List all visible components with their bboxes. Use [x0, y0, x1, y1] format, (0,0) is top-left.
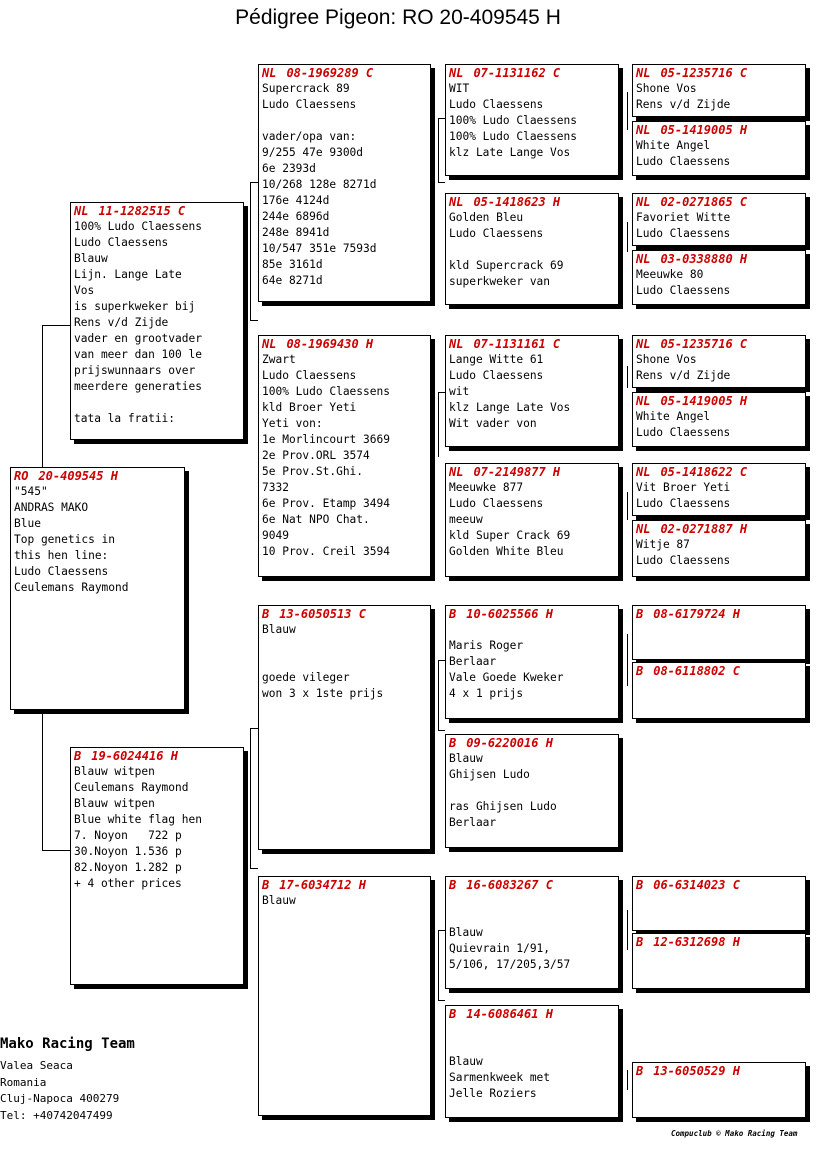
info-line: Ghijsen Ludo — [449, 768, 530, 781]
info-line — [449, 783, 615, 799]
connector-line — [438, 118, 445, 119]
info-line: Blauw — [262, 623, 296, 636]
info-line: Vit Broer Yeti — [636, 481, 731, 494]
country-code: NL — [636, 66, 651, 80]
info-line: prijswunnaars over — [74, 364, 196, 377]
info-line: White Angel — [636, 410, 711, 423]
info-line: 7332 — [262, 481, 289, 494]
info-line: Ludo Claessens — [636, 284, 731, 297]
country-code: NL — [262, 66, 277, 80]
ring-number: 05-1235716 C — [660, 66, 748, 80]
connector-line — [250, 868, 258, 869]
info-line: Berlaar — [449, 655, 497, 668]
info-line: 9/255 47e 9300d — [262, 146, 364, 159]
info-line: Ludo Claessens — [636, 426, 731, 439]
country-code: B — [449, 736, 457, 750]
mmf-card[interactable] — [445, 876, 619, 989]
info-line: Ludo Claessens — [14, 565, 109, 578]
info-line: Shone Vos — [636, 82, 697, 95]
connector-line — [42, 325, 43, 470]
ggp-card-13[interactable] — [632, 876, 806, 931]
mff-card[interactable] — [445, 605, 619, 719]
info-line: Rens v/d Zijde — [74, 316, 169, 329]
father-mother-card[interactable] — [258, 335, 431, 577]
info-line: klz Lange Late Vos — [449, 401, 571, 414]
country-code: NL — [449, 337, 464, 351]
mother-mother-card[interactable] — [258, 876, 431, 1116]
info-line — [262, 654, 427, 670]
info-line: 6e Nat NPO Chat. — [262, 513, 370, 526]
father-father-card[interactable] — [258, 64, 431, 302]
info-line: Ludo Claessens — [636, 227, 731, 240]
ggp-card-8[interactable] — [632, 520, 806, 577]
ggp-card-2[interactable] — [632, 121, 806, 176]
info-line: 248e 8941d — [262, 226, 330, 239]
info-line: Maris Roger — [449, 639, 524, 652]
ring-number: 06-6314023 C — [653, 878, 740, 892]
phone-line: Tel: +40742047499 — [0, 1108, 113, 1122]
country-code: NL — [449, 195, 464, 209]
connector-line — [250, 728, 251, 868]
info-line: Ludo Claessens — [262, 369, 357, 382]
connector-line — [250, 728, 258, 729]
country-code: B — [636, 935, 644, 949]
country-code: NL — [262, 337, 277, 351]
connector-line — [250, 320, 258, 321]
ring-number: 08-6118802 C — [653, 664, 740, 678]
info-line: is superkweker bij — [74, 300, 196, 313]
info-line: Lijn. Lange Late — [74, 268, 182, 281]
info-line: Ludo Claessens — [449, 369, 544, 382]
info-line: 6e 2393d — [262, 162, 316, 175]
connector-line — [438, 730, 445, 731]
ring-number: 14-6086461 H — [466, 1007, 553, 1021]
connector-line — [250, 182, 251, 320]
info-line: Blauw — [449, 926, 483, 939]
info-line — [449, 622, 615, 638]
ring-number: 16-6083267 C — [466, 878, 553, 892]
info-line — [449, 1038, 615, 1054]
info-line: WIT — [449, 82, 470, 95]
ggp-card-4[interactable] — [632, 250, 806, 305]
info-line — [449, 893, 615, 909]
ring-number: 05-1418623 H — [473, 195, 561, 209]
info-line: 9049 — [262, 529, 289, 542]
team-name: Mako Racing Team — [0, 1036, 135, 1052]
info-line: Blauw — [449, 1055, 483, 1068]
info-line: Blauw — [449, 752, 483, 765]
connector-line — [250, 182, 258, 183]
info-line: 30.Noyon 1.536 p — [74, 845, 182, 858]
ring-number: 07-2149877 H — [473, 465, 561, 479]
country-code: B — [636, 878, 644, 892]
info-line: Meeuwke 80 — [636, 268, 704, 281]
info-line: 6e Prov. Etamp 3494 — [262, 497, 390, 510]
info-line: 176e 4124d — [262, 194, 330, 207]
info-line: kld Supercrack 69 — [449, 259, 564, 272]
ring-number: 02-0271865 C — [660, 195, 748, 209]
info-line: Ludo Claessens — [449, 227, 544, 240]
connector-line — [438, 660, 439, 730]
ring-number: 05-1419005 H — [660, 123, 748, 137]
ring-number: 08-6179724 H — [653, 607, 740, 621]
connector-line — [42, 712, 43, 850]
ring-number: 05-1419005 H — [660, 394, 748, 408]
ring-number: 02-0271887 H — [660, 522, 748, 536]
info-line — [74, 395, 240, 411]
info-line: 244e 6896d — [262, 210, 330, 223]
info-line — [262, 638, 427, 654]
info-line: 85e 3161d — [262, 258, 323, 271]
ring-number: 05-1235716 C — [660, 337, 748, 351]
info-line: Ludo Claessens — [449, 98, 544, 111]
info-line: Zwart — [262, 353, 296, 366]
info-line: Rens v/d Zijde — [636, 98, 731, 111]
ring-number: 08-1969289 C — [286, 66, 374, 80]
ring-number: 07-1131162 C — [473, 66, 561, 80]
info-line: 100% Ludo Claessens — [449, 114, 577, 127]
father-card[interactable] — [70, 202, 244, 440]
mmm-card[interactable] — [445, 1005, 619, 1118]
fmm-card[interactable] — [445, 463, 619, 577]
info-line: Lange Witte 61 — [449, 353, 544, 366]
country-code: NL — [636, 252, 651, 266]
subject-card[interactable] — [10, 467, 185, 710]
country-code: B — [449, 1007, 457, 1021]
ggp-card-1[interactable] — [632, 64, 806, 117]
mother-father-card[interactable] — [258, 605, 431, 850]
country-code: NL — [636, 337, 651, 351]
info-line: Witje 87 — [636, 538, 690, 551]
team-address — [0, 1058, 119, 1124]
info-line: Golden White Bleu — [449, 545, 564, 558]
info-line: wit — [449, 385, 470, 398]
ggp-card-16[interactable] — [632, 1062, 806, 1118]
info-line: 1e Morlincourt 3669 — [262, 433, 390, 446]
info-line: vader en grootvader — [74, 332, 202, 345]
connector-line — [438, 930, 439, 1000]
info-line: Rens v/d Zijde — [636, 369, 731, 382]
ring-number: 07-1131161 C — [473, 337, 561, 351]
credit-text: Compuclub © Mako Racing Team — [671, 1129, 798, 1138]
connector-line — [42, 850, 70, 851]
info-line: 2e Prov.ORL 3574 — [262, 449, 370, 462]
address-line: Cluj-Napoca 400279 — [0, 1092, 120, 1105]
connector-line — [627, 634, 628, 686]
ggp-card-10[interactable] — [632, 662, 806, 719]
info-line: Favoriet Witte — [636, 211, 731, 224]
info-line: Blauw witpen — [74, 797, 155, 810]
info-line: White Angel — [636, 139, 711, 152]
connector-line — [42, 325, 70, 326]
ring-number: 19-6024416 H — [91, 749, 178, 763]
connector-line — [438, 456, 439, 457]
ring-number: 20-409545 H — [38, 469, 118, 483]
ggp-card-9[interactable] — [632, 605, 806, 660]
ring-number: 03-0338880 H — [660, 252, 748, 266]
info-line: Blauw — [262, 894, 296, 907]
info-line: goede vileger — [262, 671, 350, 684]
country-code: B — [636, 607, 644, 621]
info-line: kld Broer Yeti — [262, 401, 357, 414]
connector-line — [627, 92, 628, 130]
address-line: Valea Seaca — [0, 1059, 73, 1072]
country-code: NL — [74, 204, 89, 218]
info-line: this hen line: — [14, 549, 109, 562]
info-line: klz Late Lange Vos — [449, 146, 571, 159]
info-line: 10/547 351e 7593d — [262, 242, 377, 255]
info-line — [262, 113, 427, 129]
info-line: tata la fratii: — [74, 412, 176, 425]
info-line: Ludo Claessens — [262, 98, 357, 111]
info-line: superkweker van — [449, 275, 551, 288]
connector-line — [438, 118, 439, 182]
info-line: Shone Vos — [636, 353, 697, 366]
info-line — [449, 909, 615, 925]
info-line: + 4 other prices — [74, 877, 182, 890]
page-title: Pédigree Pigeon: RO 20-409545 H — [235, 6, 561, 29]
ffm-card[interactable] — [445, 193, 619, 305]
info-line: "545" — [14, 485, 48, 498]
info-line: Blauw — [74, 252, 108, 265]
ggp-card-3[interactable] — [632, 193, 806, 246]
info-line: 4 x 1 prijs — [449, 687, 524, 700]
country-code: NL — [636, 465, 651, 479]
info-line: Top genetics in — [14, 533, 116, 546]
info-line: Blue white flag hen — [74, 813, 202, 826]
info-line: 82.Noyon 1.282 p — [74, 861, 182, 874]
country-code: B — [262, 878, 270, 892]
ring-number: 13-6050513 C — [279, 607, 366, 621]
country-code: NL — [636, 123, 651, 137]
ring-number: 08-1969430 H — [286, 337, 374, 351]
address-line: Romania — [0, 1075, 47, 1089]
fff-card[interactable] — [445, 64, 619, 176]
connector-line — [438, 660, 445, 661]
mfm-card[interactable] — [445, 734, 619, 848]
info-line: Berlaar — [449, 816, 497, 829]
country-code: B — [74, 749, 82, 763]
info-line: Ludo Claessens — [636, 497, 731, 510]
info-line: won 3 x 1ste prijs — [262, 687, 384, 700]
info-line: Yeti von: — [262, 417, 323, 430]
country-code: NL — [449, 465, 464, 479]
info-line: Ludo Claessens — [636, 554, 731, 567]
info-line: Jelle Roziers — [449, 1087, 537, 1100]
ring-number: 12-6312698 H — [653, 935, 740, 949]
ring-number: 13-6050529 H — [653, 1064, 740, 1078]
country-code: NL — [636, 394, 651, 408]
ring-number: 09-6220016 H — [466, 736, 553, 750]
connector-line — [627, 492, 628, 520]
info-line: Supercrack 89 — [262, 82, 350, 95]
ring-number: 11-1282515 C — [98, 204, 186, 218]
country-code: NL — [449, 66, 464, 80]
country-code: B — [636, 664, 644, 678]
ggp-card-7[interactable] — [632, 463, 806, 516]
info-line: Blue — [14, 517, 41, 530]
info-line: Sarmenkweek met — [449, 1071, 551, 1084]
info-line: Quievrain 1/91, — [449, 942, 551, 955]
info-line: 10 Prov. Creil 3594 — [262, 545, 390, 558]
ggp-card-6[interactable] — [632, 392, 806, 447]
connector-line — [627, 222, 628, 252]
country-code: B — [449, 607, 457, 621]
connector-line — [627, 1070, 628, 1090]
info-line: 5e Prov.St.Ghi. — [262, 465, 364, 478]
info-line: Ludo Claessens — [74, 236, 169, 249]
ggp-card-5[interactable] — [632, 335, 806, 388]
connector-line — [438, 392, 439, 456]
info-line — [449, 242, 615, 258]
ring-number: 17-6034712 H — [279, 878, 366, 892]
info-line: Golden Bleu — [449, 211, 524, 224]
info-line: Ceulemans Raymond — [74, 781, 189, 794]
info-line: meeuw — [449, 513, 483, 526]
info-line: Wit vader von — [449, 417, 537, 430]
connector-line — [627, 910, 628, 950]
connector-line — [627, 366, 628, 388]
info-line: ras Ghijsen Ludo — [449, 800, 557, 813]
info-line: 5/106, 17/205,3/57 — [449, 958, 571, 971]
country-code: NL — [636, 522, 651, 536]
country-code: B — [636, 1064, 644, 1078]
ggp-card-14[interactable] — [632, 933, 806, 989]
info-line: 100% Ludo Claessens — [74, 220, 202, 233]
info-line: Ludo Claessens — [636, 155, 731, 168]
info-line: kld Super Crack 69 — [449, 529, 571, 542]
info-line: ANDRAS MAKO — [14, 501, 89, 514]
country-code: RO — [14, 469, 29, 483]
info-line: Ceulemans Raymond — [14, 581, 129, 594]
info-line: 10/268 128e 8271d — [262, 178, 377, 191]
info-line: 7. Noyon 722 p — [74, 829, 182, 842]
connector-line — [438, 930, 445, 931]
info-line: 100% Ludo Claessens — [449, 130, 577, 143]
country-code: B — [449, 878, 457, 892]
info-line: Blauw witpen — [74, 765, 155, 778]
info-line: Ludo Claessens — [449, 497, 544, 510]
mother-card[interactable] — [70, 747, 244, 985]
connector-line — [438, 392, 445, 393]
info-line: vader/opa van: — [262, 130, 357, 143]
ring-number: 05-1418622 C — [660, 465, 748, 479]
connector-line — [438, 1000, 445, 1001]
info-line: meerdere generaties — [74, 380, 202, 393]
ring-number: 10-6025566 H — [466, 607, 553, 621]
connector-line — [438, 182, 445, 183]
info-line: Meeuwke 877 — [449, 481, 524, 494]
info-line: 100% Ludo Claessens — [262, 385, 390, 398]
country-code: B — [262, 607, 270, 621]
info-line: Vos — [74, 284, 95, 297]
country-code: NL — [636, 195, 651, 209]
info-line — [449, 1022, 615, 1038]
info-line: Vale Goede Kweker — [449, 671, 564, 684]
info-line: van meer dan 100 le — [74, 348, 202, 361]
fmf-card[interactable] — [445, 335, 619, 447]
info-line: 64e 8271d — [262, 274, 323, 287]
